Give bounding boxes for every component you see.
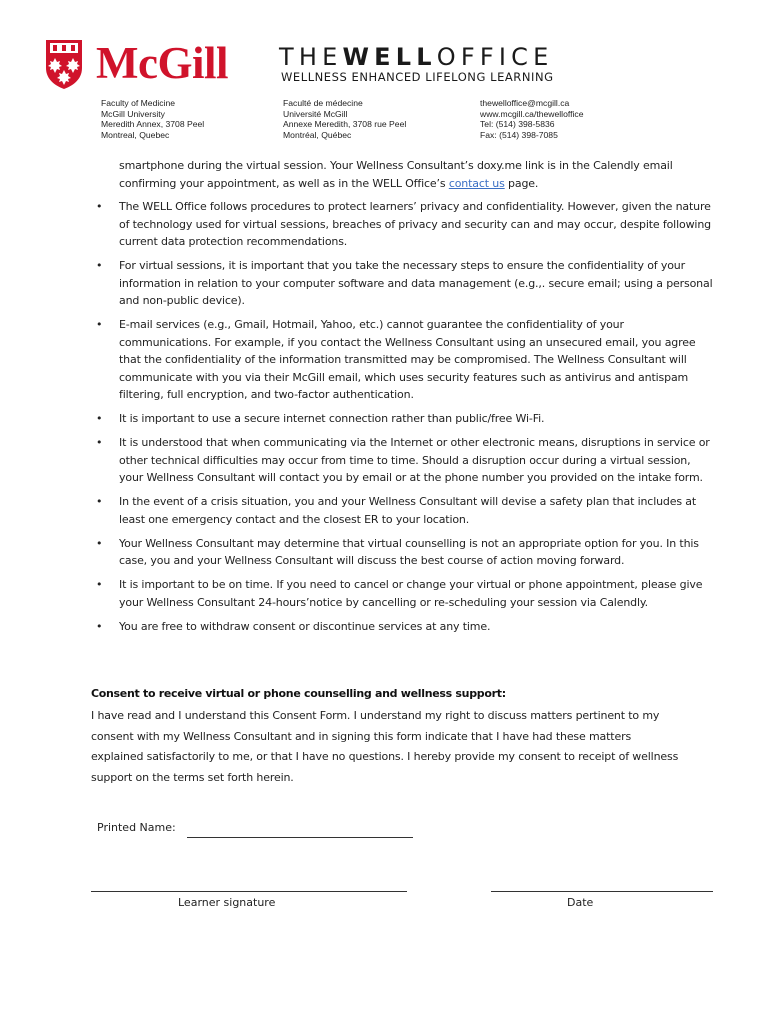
list-item: • It is important to use a secure internet connection rather than public/free Wi-Fi.: [91, 410, 716, 428]
consent-heading: Consent to receive virtual or phone counselling and wellness support:: [91, 687, 506, 700]
address-english: Faculty of Medicine McGill University Meredith Annex, 3708 Peel Montreal, Quebec: [101, 98, 205, 140]
consent-terms-list: [91, 198, 716, 635]
well-office-tagline: WELLNESS ENHANCED LIFELONG LEARNING: [281, 70, 554, 84]
printed-name-label: Printed Name:: [97, 821, 176, 834]
well-office-title: THEWELLOFFICE: [279, 43, 554, 71]
list-item: • It is important to be on time. If you need to cancel or change your virtual or phone appointment, please give your Wellness Consultant 24-hours’notice by cancelling or re-scheduling your session via Calendly.: [91, 576, 716, 611]
mcgill-crest-icon: [44, 38, 84, 90]
date-label: Date: [567, 896, 594, 909]
list-item: • You are free to withdraw consent or discontinue services at any time.: [91, 618, 716, 636]
printed-name-field[interactable]: [187, 837, 413, 838]
list-item: • In the event of a crisis situation, you and your Wellness Consultant will devise a safety plan that includes at least one emergency contact and the closest ER to your location.: [91, 493, 716, 528]
learner-signature-field[interactable]: [91, 891, 407, 892]
contact-us-link[interactable]: contact us: [448, 176, 505, 190]
date-field[interactable]: [491, 891, 713, 892]
list-item: • The WELL Office follows procedures to protect learners’ privacy and confidentiality. However, given the nature of technology used for virtual sessions, breaches of privacy and security can and may occur, despite following current data protection recommendations.: [91, 198, 716, 251]
address-french: Faculté de médecine Université McGill Annexe Meredith, 3708 rue Peel Montréal, Québec: [283, 98, 407, 140]
learner-signature-label: Learner signature: [178, 896, 276, 909]
mcgill-logo-text: McGill: [96, 38, 228, 88]
list-item: • E-mail services (e.g., Gmail, Hotmail, Yahoo, etc.) cannot guarantee the confidentiality of your communications. For example, if you contact the Wellness Consultant using an unsecured email, you agree that the confidentiality of the information transmitted may be compromised. The Wellness Consultant will communicate with you via their McGill email, which uses security features such as antivirus and antispam filtering, full encryption, and two-factor authentication.: [91, 316, 716, 404]
contact-info: thewelloffice@mcgill.ca www.mcgill.ca/thewelloffice Tel: (514) 398-5836 Fax: (514) 398-7085: [480, 98, 584, 140]
list-item: • For virtual sessions, it is important that you take the necessary steps to ensure the confidentiality of your information in relation to your computer software and data management (e.g.,. secure email; using a personal and non-public device).: [91, 257, 716, 310]
list-item: • Your Wellness Consultant may determine that virtual counselling is not an appropriate option for you. In this case, you and your Wellness Consultant will discuss the best course of action moving forward.: [91, 535, 716, 570]
list-item: • It is understood that when communicating via the Internet or other electronic means, disruptions in service or other technical difficulties may occur from time to time. Should a disruption occur during a virtual session, your Wellness Consultant will contact you by email or at the phone number you provided on the intake form.: [91, 434, 716, 487]
consent-paragraph: I have read and I understand this Consent Form. I understand my right to discuss matters pertinent to my consent with my Wellness Consultant and in signing this form indicate that I have had these matters explained satisfactorily to me, or that I have no questions. I hereby provide my consent to receipt of wellness support on the terms set forth herein.: [91, 709, 679, 784]
intro-paragraph: smartphone during the virtual session. Your Wellness Consultant’s doxy.me link is in the Calendly email confirming your appointment, as well as in the WELL Office’s contact us page.: [119, 159, 673, 190]
